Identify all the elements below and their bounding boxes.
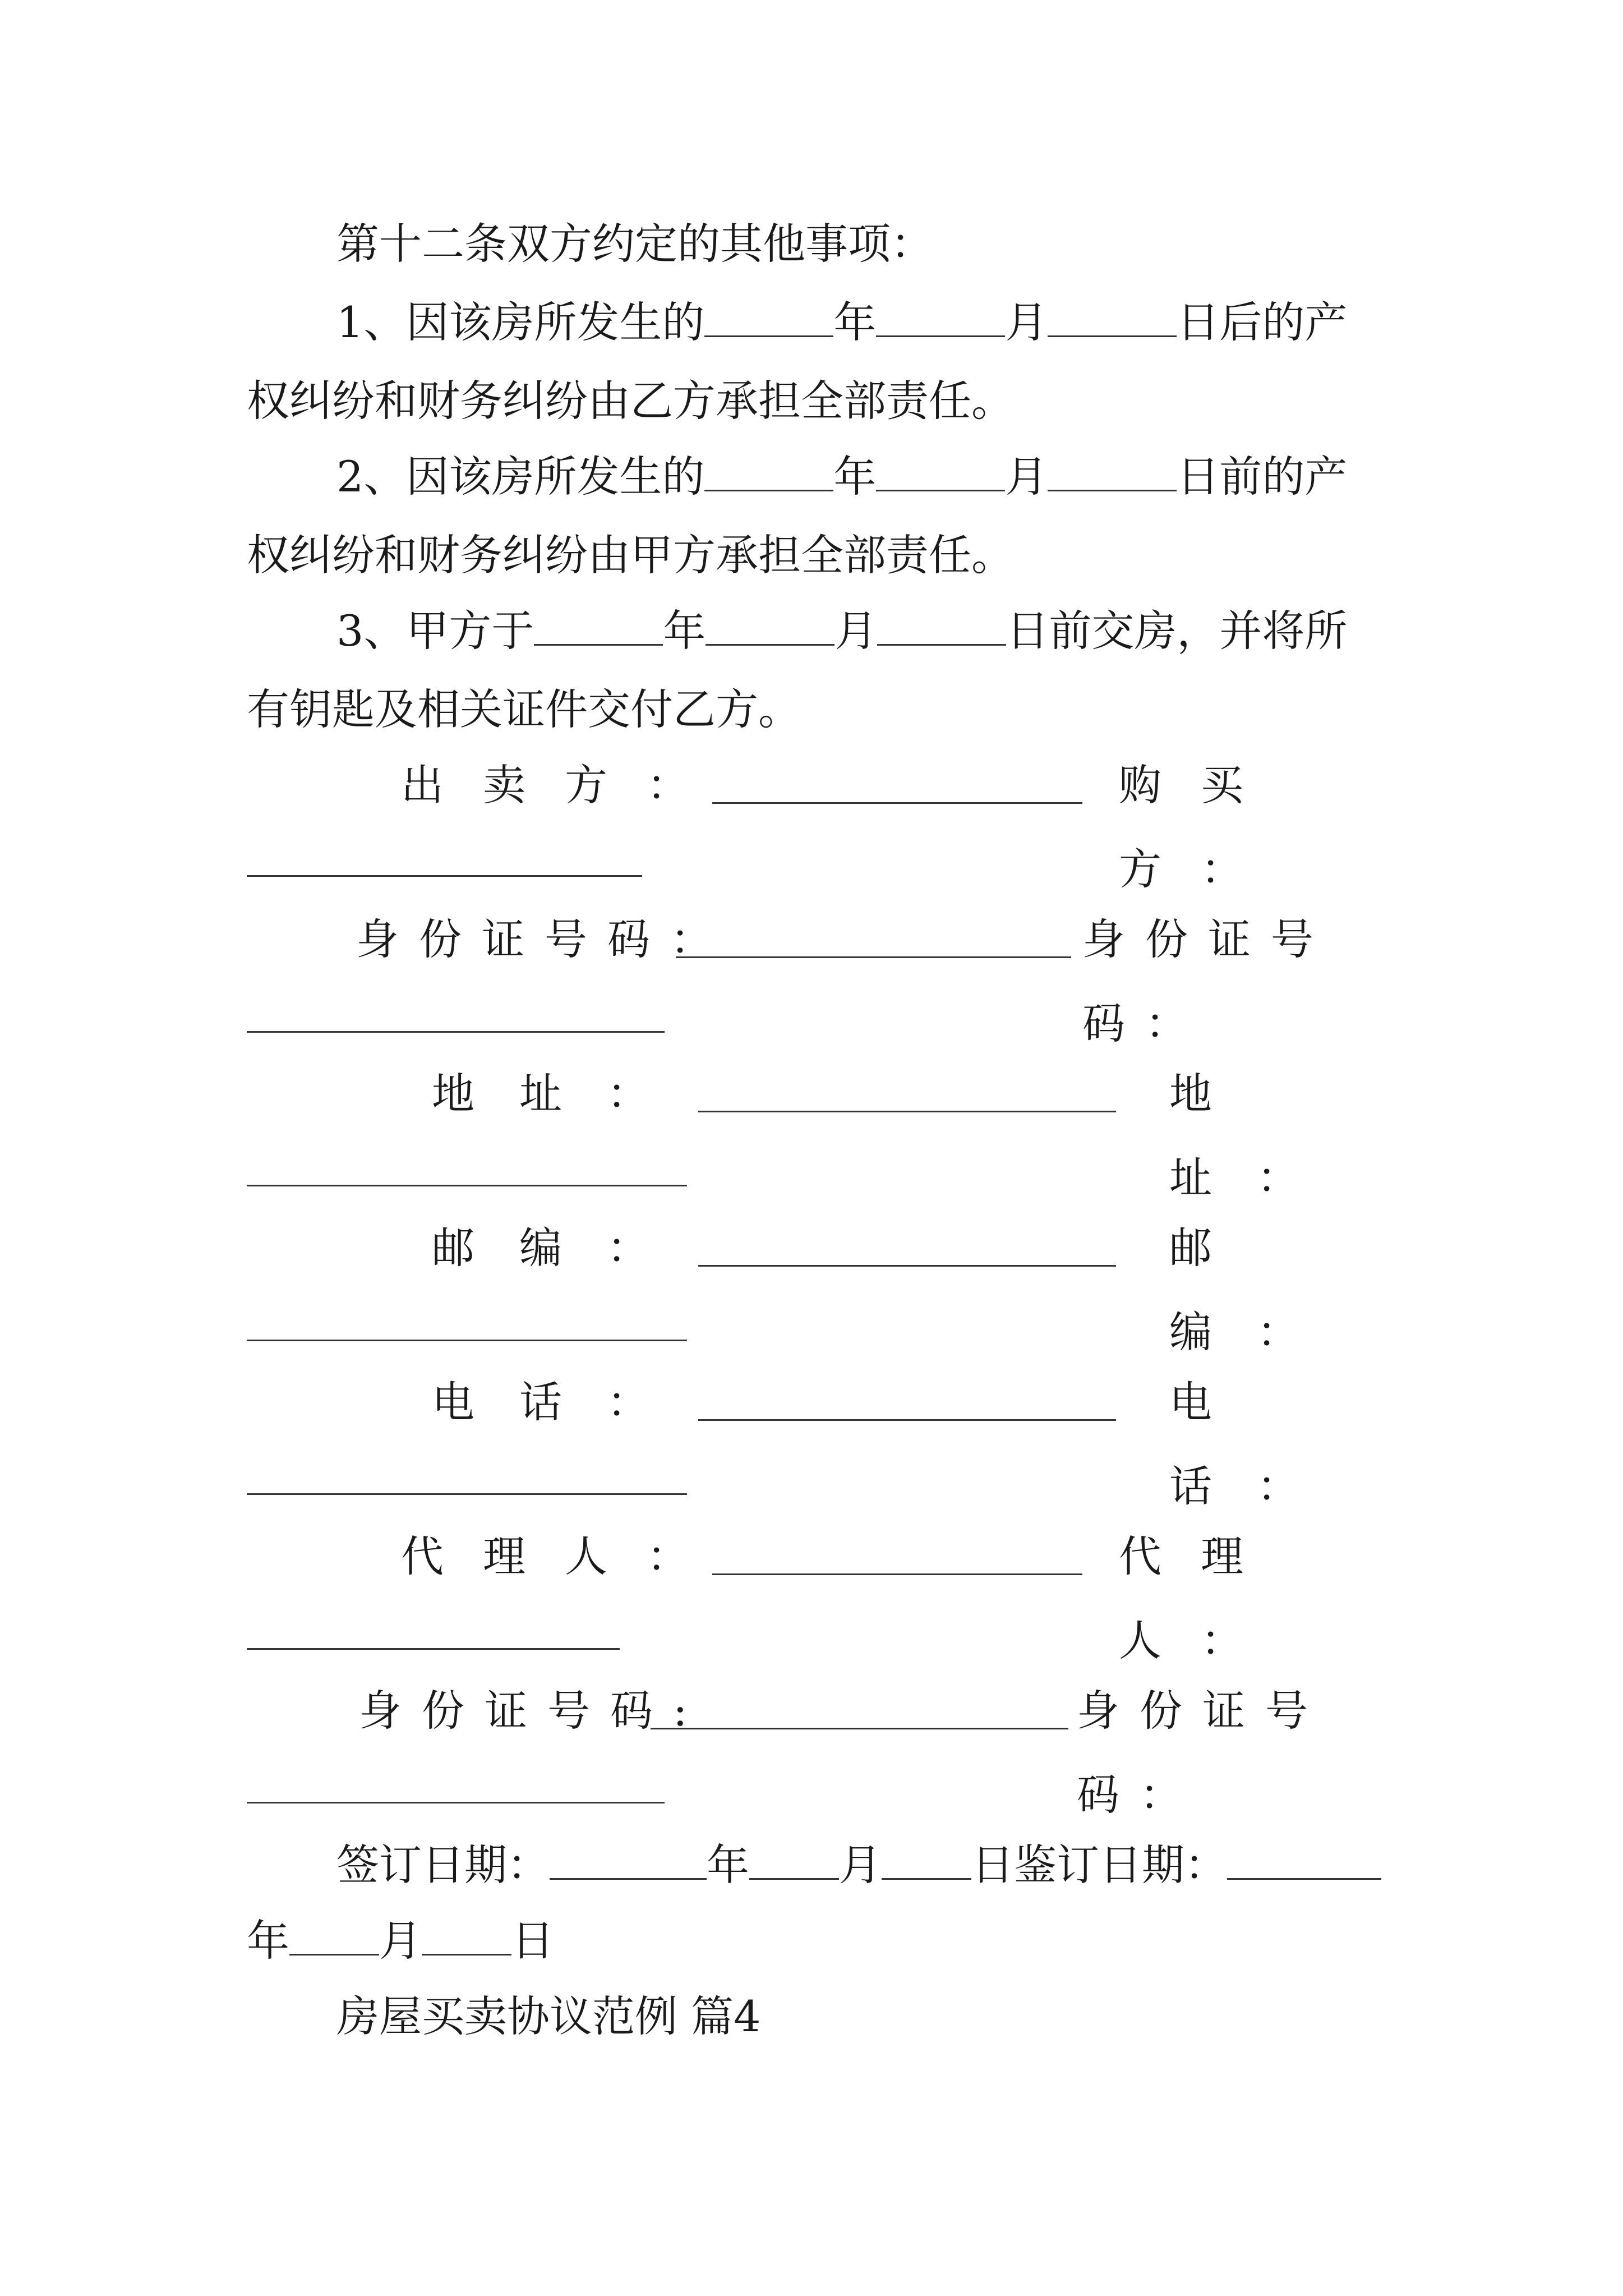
item-2-continuation: 权纠纷和财务纠纷由甲方承担全部责任。 bbox=[247, 530, 1014, 580]
sign-month: 月 bbox=[839, 1840, 882, 1890]
item-3-text-d: 日前交房，并将所 bbox=[1006, 606, 1348, 656]
buyer-label: 购买方： bbox=[1119, 760, 1283, 894]
item-1-month: 月 bbox=[1005, 297, 1048, 347]
phone-row bbox=[247, 1360, 1385, 1511]
sign-date-continuation bbox=[247, 1899, 1385, 1983]
seller-address-blank[interactable] bbox=[698, 1111, 1116, 1112]
sign-day-blank[interactable] bbox=[882, 1833, 971, 1880]
sign-day-and-label: 日鉴订日期： bbox=[971, 1840, 1227, 1890]
buyer-id-blank[interactable] bbox=[247, 1031, 665, 1033]
buyer-agent-id-blank[interactable] bbox=[247, 1802, 665, 1803]
seller-id-blank[interactable] bbox=[676, 956, 1071, 958]
address-row bbox=[247, 1052, 1385, 1203]
item-3-continuation: 有钥匙及相关证件交付乙方。 bbox=[247, 684, 801, 734]
item-2-text-d: 日前的产 bbox=[1177, 452, 1348, 501]
day-blank[interactable] bbox=[1048, 445, 1177, 491]
month-blank[interactable] bbox=[876, 445, 1005, 491]
year-blank[interactable] bbox=[704, 291, 833, 337]
item-1-text-a: 1、因该房所发生的 bbox=[336, 297, 705, 347]
month-blank[interactable] bbox=[876, 291, 1005, 337]
buyer-agent-blank[interactable] bbox=[247, 1648, 620, 1650]
item-3-line bbox=[247, 589, 1385, 673]
next-section-title: 房屋买卖协议范例 篇4 bbox=[336, 1991, 761, 2041]
phone-label-left: 电话： bbox=[432, 1377, 694, 1427]
seller-blank[interactable] bbox=[712, 802, 1082, 804]
sign2-year: 年 bbox=[247, 1916, 289, 1966]
month-blank[interactable] bbox=[706, 599, 834, 646]
agent-id-label-left: 身份证号码: bbox=[359, 1686, 708, 1736]
item-1-year: 年 bbox=[833, 297, 877, 347]
phone-label-right: 电话： bbox=[1169, 1377, 1344, 1511]
agent-id-label-right: 身份证号码： bbox=[1077, 1686, 1328, 1820]
sign-year-blank[interactable] bbox=[550, 1833, 707, 1880]
seller-label: 出卖方： bbox=[401, 760, 728, 810]
item-1-continuation: 权纠纷和财务纠纷由乙方承担全部责任。 bbox=[247, 376, 1014, 426]
buyer-blank[interactable] bbox=[247, 875, 642, 877]
zip-label-left: 邮编： bbox=[432, 1223, 694, 1273]
sign-date-label: 签订日期： bbox=[336, 1840, 550, 1890]
seller-agent-blank[interactable] bbox=[712, 1573, 1082, 1575]
address-label-right: 地址： bbox=[1169, 1069, 1344, 1203]
sign2-month-blank[interactable] bbox=[289, 1909, 379, 1955]
buyer-phone-blank[interactable] bbox=[247, 1493, 687, 1495]
seller-zip-blank[interactable] bbox=[698, 1265, 1116, 1267]
sign-year: 年 bbox=[707, 1840, 749, 1890]
buyer-zip-blank[interactable] bbox=[247, 1340, 687, 1341]
item-2-text-a: 2、因该房所发生的 bbox=[336, 452, 705, 501]
sign-month-blank[interactable] bbox=[749, 1833, 839, 1880]
seller-phone-blank[interactable] bbox=[698, 1419, 1116, 1421]
sign2-day: 日 bbox=[511, 1916, 554, 1966]
buyer-address-blank[interactable] bbox=[247, 1185, 687, 1186]
agent-label-right: 代理人： bbox=[1119, 1531, 1283, 1665]
address-label-left: 地址： bbox=[432, 1069, 694, 1119]
agent-label-left: 代理人： bbox=[401, 1531, 728, 1581]
sign2-month: 月 bbox=[379, 1916, 422, 1966]
sign2-day-blank[interactable] bbox=[422, 1909, 511, 1955]
item-1-text-d: 日后的产 bbox=[1177, 297, 1348, 347]
agent-id-row bbox=[247, 1669, 1385, 1820]
agent-row bbox=[247, 1515, 1385, 1665]
year-blank[interactable] bbox=[704, 445, 833, 491]
id-row bbox=[247, 898, 1385, 1048]
article-heading: 第十二条双方约定的其他事项： bbox=[336, 219, 933, 269]
day-blank[interactable] bbox=[1048, 291, 1177, 337]
seller-agent-id-blank[interactable] bbox=[651, 1728, 1068, 1729]
item-3-text-a: 3、甲方于 bbox=[336, 606, 534, 656]
item-3-month: 月 bbox=[834, 606, 878, 656]
item-2-line bbox=[247, 435, 1385, 519]
id-label-right: 身份证号码： bbox=[1082, 914, 1334, 1048]
sign2-year-blank[interactable] bbox=[1227, 1833, 1381, 1880]
zip-label-right: 邮编： bbox=[1169, 1223, 1344, 1357]
year-blank[interactable] bbox=[534, 599, 663, 646]
seller-buyer-row bbox=[247, 743, 1385, 894]
item-1-line bbox=[247, 280, 1385, 365]
item-2-year: 年 bbox=[833, 452, 877, 501]
item-3-year: 年 bbox=[663, 606, 706, 656]
item-2-month: 月 bbox=[1005, 452, 1048, 501]
sign-date-line bbox=[247, 1823, 1385, 1907]
day-blank[interactable] bbox=[877, 599, 1006, 646]
id-label-left: 身份证号码： bbox=[356, 914, 733, 964]
zip-row bbox=[247, 1206, 1385, 1357]
